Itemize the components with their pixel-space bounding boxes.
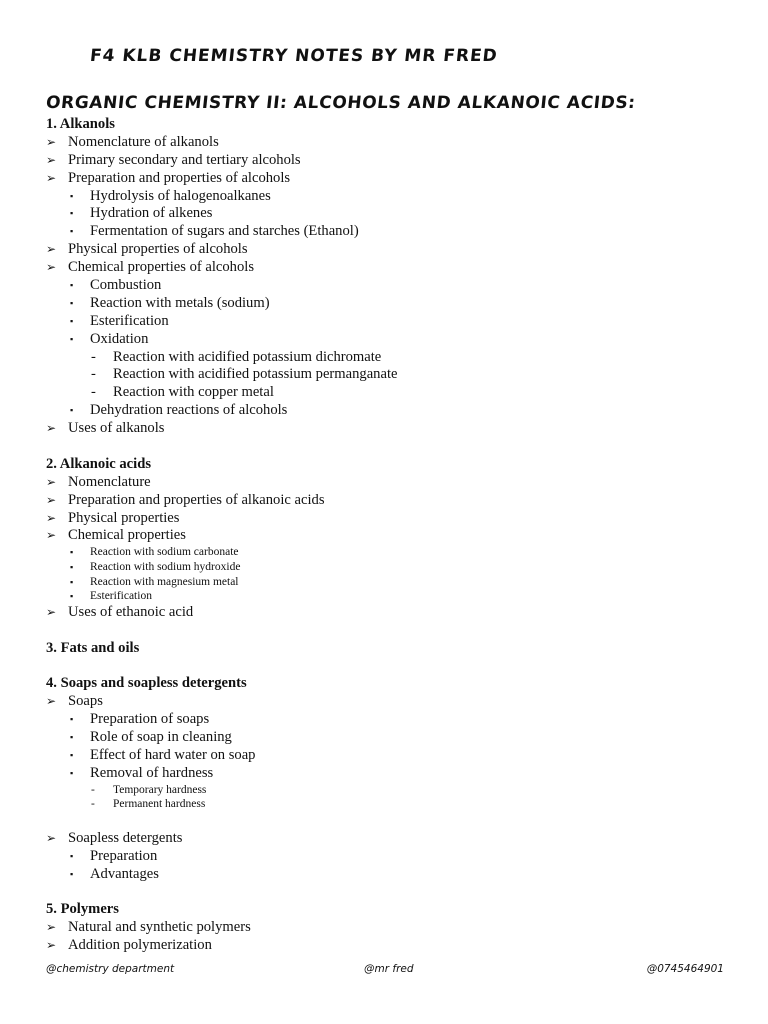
list-item	[46, 510, 746, 528]
list-item	[46, 604, 746, 622]
square-bullet-icon: ▪	[70, 714, 74, 725]
list-item-text: Hydrolysis of halogenoalkanes	[90, 187, 271, 204]
list-item-text: Effect of hard water on soap	[90, 746, 256, 763]
list-item-text: Reaction with copper metal	[113, 384, 274, 401]
list-item-text: Temporary hardness	[113, 783, 207, 796]
footer-department: @chemistry department	[46, 963, 175, 975]
list-item	[46, 384, 746, 402]
list-item-text: Hydration of alkenes	[90, 205, 213, 222]
list-item	[46, 241, 746, 259]
list-item	[46, 205, 746, 223]
list-item-text: Removal of hardness	[90, 764, 214, 781]
square-bullet-icon: ▪	[70, 868, 74, 879]
list-item-text: Soaps	[68, 693, 103, 710]
list-item	[46, 188, 746, 206]
list-item-text: Reaction with sodium carbonate	[90, 546, 239, 559]
list-item-text: Reaction with acidified potassium dichromate	[113, 348, 382, 365]
list-item	[46, 223, 746, 241]
section-heading: 3. Fats and oils	[46, 639, 140, 656]
blank-line	[46, 438, 746, 456]
list-item-text: Esterification	[90, 590, 152, 603]
list-item-text: Soapless detergents	[68, 829, 183, 846]
list-item	[46, 711, 746, 729]
blank-line	[46, 883, 746, 901]
list-item-text: Esterification	[90, 312, 169, 329]
list-item-text: Dehydration reactions of alcohols	[90, 402, 288, 419]
arrow-bullet-icon: ➢	[46, 510, 57, 525]
list-item-text: Reaction with metals (sodium)	[90, 294, 270, 311]
list-item	[46, 729, 746, 747]
list-item	[46, 747, 746, 765]
blank-line	[46, 657, 746, 675]
square-bullet-icon: ▪	[70, 749, 74, 760]
dash-bullet-icon: -	[91, 783, 95, 796]
list-item	[46, 919, 746, 937]
arrow-bullet-icon: ➢	[46, 134, 57, 149]
list-item-text: Preparation and properties of alcohols	[68, 169, 291, 186]
section-heading: 5. Polymers	[46, 901, 119, 918]
list-item	[46, 560, 746, 575]
list-item-text: Reaction with sodium hydroxide	[90, 560, 241, 573]
list-item	[46, 295, 746, 313]
arrow-bullet-icon: ➢	[46, 920, 57, 935]
arrow-bullet-icon: ➢	[46, 421, 57, 436]
arrow-bullet-icon: ➢	[46, 260, 57, 275]
list-item	[46, 527, 746, 545]
list-item	[46, 937, 746, 955]
square-bullet-icon: ▪	[70, 561, 74, 572]
square-bullet-icon: ▪	[70, 576, 74, 587]
list-item-text: Preparation of soaps	[90, 711, 210, 728]
arrow-bullet-icon: ➢	[46, 604, 57, 619]
section-heading: 1. Alkanols	[46, 116, 115, 132]
arrow-bullet-icon: ➢	[46, 694, 57, 709]
list-item	[46, 134, 746, 152]
list-item	[46, 693, 746, 711]
list-item-text: Oxidation	[90, 330, 149, 347]
dash-bullet-icon: -	[91, 798, 95, 811]
square-bullet-icon: ▪	[70, 280, 74, 291]
arrow-bullet-icon: ➢	[46, 492, 57, 507]
arrow-bullet-icon: ➢	[46, 830, 57, 845]
list-item	[46, 420, 746, 438]
dash-bullet-icon: -	[91, 384, 96, 401]
section-heading: 4. Soaps and soapless detergents	[46, 675, 247, 692]
list-item-text: Addition polymerization	[68, 937, 212, 954]
arrow-bullet-icon: ➢	[46, 152, 57, 167]
square-bullet-icon: ▪	[70, 297, 74, 308]
list-item	[46, 474, 746, 492]
list-item-text: Role of soap in cleaning	[90, 728, 232, 745]
square-bullet-icon: ▪	[70, 405, 74, 416]
square-bullet-icon: ▪	[70, 767, 74, 778]
dash-bullet-icon: -	[91, 366, 96, 383]
list-item	[46, 545, 746, 560]
list-item-text: Uses of ethanoic acid	[68, 603, 194, 620]
blank-line	[46, 622, 746, 640]
list-item	[46, 331, 746, 349]
list-item-text: Chemical properties of alcohols	[68, 259, 255, 276]
list-item-text: Reaction with magnesium metal	[90, 575, 239, 588]
list-item	[46, 349, 746, 367]
square-bullet-icon: ▪	[70, 226, 74, 237]
footer-phone: @0745464901	[646, 963, 724, 975]
list-item-text: Nomenclature of alkanols	[68, 133, 219, 150]
list-item	[46, 866, 746, 884]
list-item-text: Nomenclature	[68, 473, 151, 490]
list-item-text: Fermentation of sugars and starches (Ethanol)	[90, 223, 359, 240]
list-item	[46, 830, 746, 848]
blank-line	[46, 812, 746, 830]
list-item-text: Uses of alkanols	[68, 420, 165, 437]
list-item	[46, 492, 746, 510]
list-item	[46, 797, 746, 812]
square-bullet-icon: ▪	[70, 591, 74, 602]
list-item	[46, 366, 746, 384]
arrow-bullet-icon: ➢	[46, 474, 57, 489]
list-item	[46, 277, 746, 295]
document-title: F4 KLB CHEMISTRY NOTES BY MR FRED	[88, 46, 499, 66]
list-item-text: Advantages	[90, 865, 159, 882]
document-subtitle: ORGANIC CHEMISTRY II: ALCOHOLS AND ALKANOIC ACIDS:	[44, 93, 637, 113]
list-item	[46, 765, 746, 783]
list-item	[46, 402, 746, 420]
list-item-text: Permanent hardness	[113, 798, 206, 811]
arrow-bullet-icon: ➢	[46, 242, 57, 257]
list-item-text: Preparation and properties of alkanoic acids	[68, 491, 325, 508]
list-item	[46, 152, 746, 170]
list-item-text: Combustion	[90, 277, 162, 294]
square-bullet-icon: ▪	[70, 547, 74, 558]
notes-outline	[46, 116, 746, 955]
square-bullet-icon: ▪	[70, 333, 74, 344]
square-bullet-icon: ▪	[70, 731, 74, 742]
list-item	[46, 848, 746, 866]
list-item-text: Reaction with acidified potassium permanganate	[113, 366, 398, 383]
list-item-text: Preparation	[90, 847, 158, 864]
list-item	[46, 170, 746, 188]
list-item	[46, 589, 746, 604]
section-heading: 2. Alkanoic acids	[46, 455, 152, 472]
list-item-text: Physical properties of alcohols	[68, 241, 248, 258]
arrow-bullet-icon: ➢	[46, 938, 57, 953]
square-bullet-icon: ▪	[70, 208, 74, 219]
footer-author: @mr fred	[364, 963, 414, 975]
list-item-text: Physical properties	[68, 509, 180, 526]
list-item	[46, 783, 746, 798]
list-item	[46, 259, 746, 277]
square-bullet-icon: ▪	[70, 850, 74, 861]
list-item-text: Primary secondary and tertiary alcohols	[68, 151, 301, 168]
dash-bullet-icon: -	[91, 348, 96, 365]
list-item-text: Chemical properties	[68, 527, 186, 544]
square-bullet-icon: ▪	[70, 315, 74, 326]
arrow-bullet-icon: ➢	[46, 170, 57, 185]
arrow-bullet-icon: ➢	[46, 528, 57, 543]
list-item	[46, 313, 746, 331]
list-item	[46, 575, 746, 590]
square-bullet-icon: ▪	[70, 190, 74, 201]
list-item-text: Natural and synthetic polymers	[68, 919, 251, 936]
